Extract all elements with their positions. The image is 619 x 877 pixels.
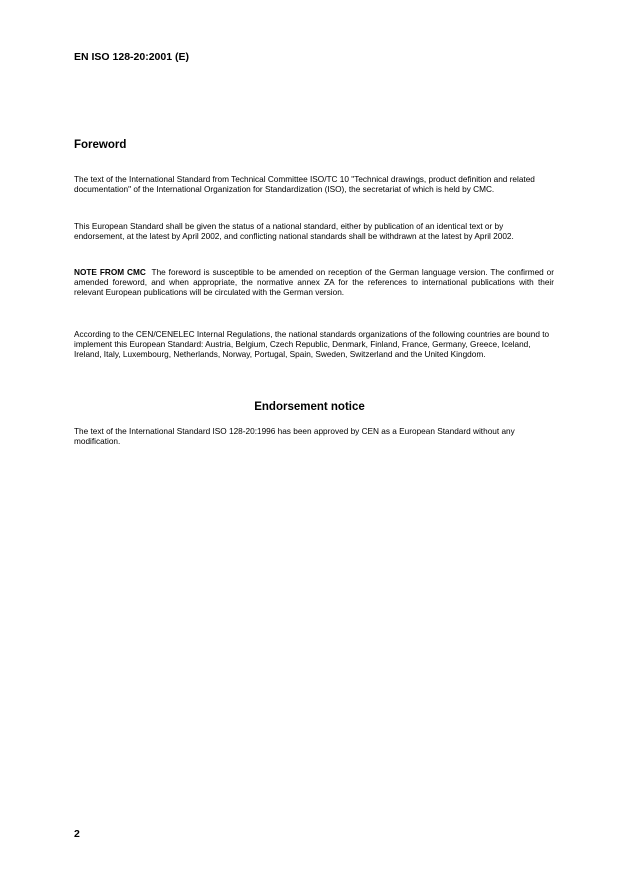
note-text: The foreword is susceptible to be amended on reception of the German language version. The confirmed or amended foreword, and when appropriate, the normative annex ZA for the references to international publications with their relevant European publications will be circulated with the German version. [74,268,555,298]
foreword-paragraph-1: The text of the International Standard from Technical Committee ISO/TC 10 "Technical drawings, product definition and related documentation" of the International Organization for Standardization (ISO), the secretariat of which is held by CMC. [74,175,535,195]
endorsement-heading: Endorsement notice [254,401,365,413]
note-label: NOTE FROM CMC [74,268,146,277]
foreword-heading: Foreword [74,139,127,151]
endorsement-paragraph: The text of the International Standard ISO 128-20:1996 has been approved by CEN as a European Standard without any modification. [74,427,515,447]
note-paragraph [74,268,554,299]
foreword-paragraph-2: This European Standard shall be given the status of a national standard, either by publication of an identical text or by endorsement, at the latest by April 2002, and conflicting national standards shall be withdrawn at the latest by April 2002. [74,222,514,242]
foreword-paragraph-countries: According to the CEN/CENELEC Internal Regulations, the national standards organizations of the following countries are bound to implement this European Standard: Austria, Belgium, Czech Republic, Denmark, Finland, France, Germany, Greece, Iceland, Ireland, Italy, Luxembourg, Netherlands, Norway, Portugal, Spain, Sweden, Switzerland and the United Kingdom. [74,330,550,360]
document-header: EN ISO 128-20:2001 (E) [74,51,189,63]
page-number: 2 [74,828,80,840]
